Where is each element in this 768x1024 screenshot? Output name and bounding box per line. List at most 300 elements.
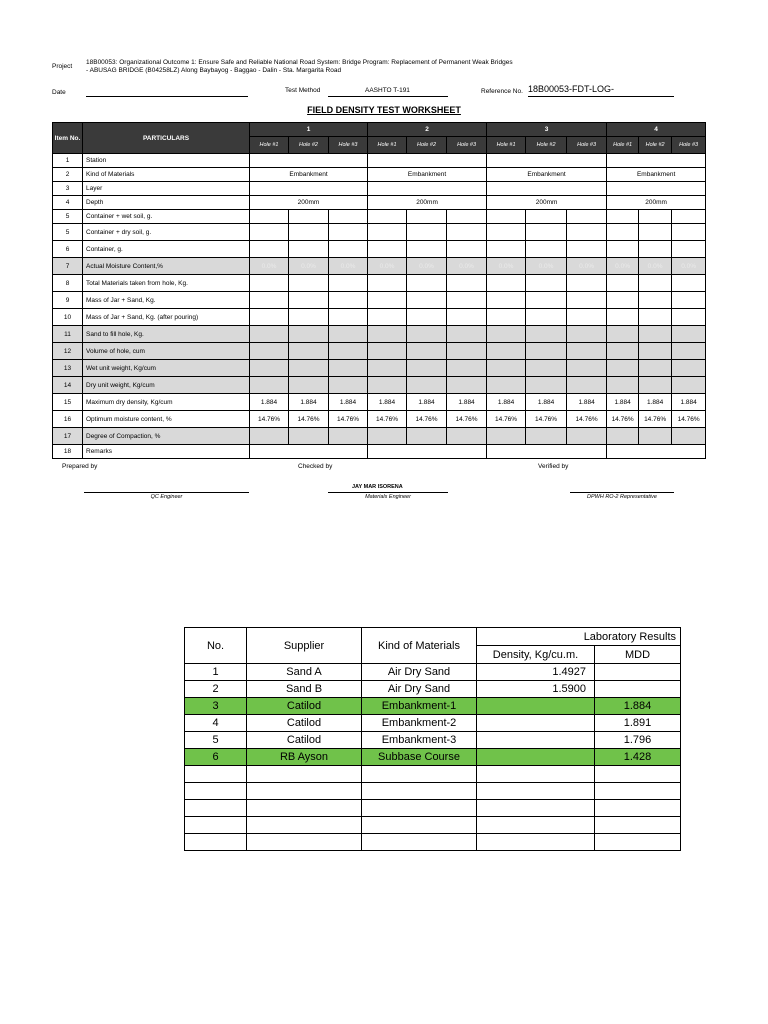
- hole-cell[interactable]: [639, 309, 672, 326]
- lab-cell-no: 4: [185, 715, 247, 732]
- lab-empty-cell[interactable]: [477, 800, 595, 817]
- hole-cell[interactable]: [407, 241, 447, 258]
- hole-cell[interactable]: [607, 275, 639, 292]
- hole-cell[interactable]: [487, 377, 526, 394]
- hole-cell[interactable]: [526, 309, 567, 326]
- hole-cell[interactable]: 14.76%: [526, 411, 567, 428]
- hole-cell[interactable]: [607, 210, 639, 224]
- hole-cell[interactable]: 14.76%: [368, 411, 407, 428]
- hole-cell[interactable]: [368, 326, 407, 343]
- hole-cell[interactable]: [368, 309, 407, 326]
- group-empty-cell[interactable]: [250, 182, 368, 196]
- hole-cell[interactable]: [487, 210, 526, 224]
- worksheet-row: [53, 258, 706, 275]
- worksheet-row: [53, 428, 706, 445]
- hole-cell[interactable]: [607, 241, 639, 258]
- hole-cell[interactable]: [368, 377, 407, 394]
- hole-cell[interactable]: [526, 428, 567, 445]
- hole-cell[interactable]: [368, 292, 407, 309]
- hole-cell[interactable]: [447, 275, 487, 292]
- hole-cell[interactable]: 0.0%: [250, 258, 289, 275]
- hole-cell[interactable]: [250, 224, 289, 241]
- row-particular: Sand to fill hole, Kg.: [83, 326, 250, 343]
- hole-cell[interactable]: [368, 210, 407, 224]
- lab-cell-mdd: 1.796: [595, 732, 681, 749]
- hole-cell[interactable]: [639, 292, 672, 309]
- group-value-cell: Embankment: [250, 168, 368, 182]
- hole-cell[interactable]: [368, 360, 407, 377]
- hole-cell[interactable]: [250, 292, 289, 309]
- lab-empty-cell[interactable]: [477, 834, 595, 851]
- hole-cell[interactable]: [407, 275, 447, 292]
- header-hole: Hole #2: [289, 137, 329, 154]
- project-line-2: - ABUSAG BRIDGE (B04258LZ) Along Baybayog - Baggao - Dalin - Sta. Margarita Road: [86, 67, 342, 74]
- hole-cell[interactable]: [407, 377, 447, 394]
- hole-cell[interactable]: [447, 377, 487, 394]
- test-method-line: [328, 96, 448, 97]
- hole-cell[interactable]: [407, 360, 447, 377]
- hole-cell[interactable]: [607, 428, 639, 445]
- hole-cell[interactable]: 14.76%: [447, 411, 487, 428]
- lab-cell-density: 1.4927: [477, 664, 595, 681]
- row-item-no: 12: [53, 343, 83, 360]
- hole-cell[interactable]: 0.0%: [487, 258, 526, 275]
- lab-empty-cell[interactable]: [477, 766, 595, 783]
- hole-cell[interactable]: [407, 292, 447, 309]
- row-item-no: 16: [53, 411, 83, 428]
- group-value-cell: Embankment: [368, 168, 487, 182]
- hole-cell[interactable]: [639, 275, 672, 292]
- hole-cell[interactable]: 14.76%: [672, 411, 706, 428]
- hole-cell[interactable]: [487, 326, 526, 343]
- hole-cell[interactable]: [607, 326, 639, 343]
- test-method-value: AASHTO T-191: [365, 87, 410, 94]
- row-particular: Volume of hole, cum: [83, 343, 250, 360]
- worksheet-row: [53, 154, 706, 168]
- hole-cell[interactable]: [672, 309, 706, 326]
- hole-cell[interactable]: [567, 326, 607, 343]
- hole-cell[interactable]: [672, 210, 706, 224]
- group-value-cell: 200mm: [487, 196, 607, 210]
- hole-cell[interactable]: 1.884: [407, 394, 447, 411]
- hole-cell[interactable]: 0.0%: [639, 258, 672, 275]
- hole-cell[interactable]: [250, 210, 289, 224]
- row-item-no: 18: [53, 445, 83, 459]
- group-empty-cell[interactable]: [368, 445, 487, 459]
- row-item-no: 11: [53, 326, 83, 343]
- hole-cell[interactable]: [289, 360, 329, 377]
- worksheet-row: [53, 168, 706, 182]
- hole-cell[interactable]: [329, 326, 368, 343]
- worksheet-row: [53, 411, 706, 428]
- lab-cell-mdd: [595, 664, 681, 681]
- hole-cell[interactable]: [329, 360, 368, 377]
- hole-cell[interactable]: 1.884: [250, 394, 289, 411]
- hole-cell[interactable]: [407, 326, 447, 343]
- hole-cell[interactable]: [672, 428, 706, 445]
- header-particulars: PARTICULARS: [83, 123, 250, 154]
- hole-cell[interactable]: [250, 428, 289, 445]
- hole-cell[interactable]: [607, 292, 639, 309]
- header-hole: Hole #2: [526, 137, 567, 154]
- hole-cell[interactable]: [447, 309, 487, 326]
- hole-cell[interactable]: [407, 343, 447, 360]
- hole-cell[interactable]: 14.76%: [567, 411, 607, 428]
- hole-cell[interactable]: [672, 326, 706, 343]
- lab-cell-supplier: Catilod: [247, 698, 362, 715]
- hole-cell[interactable]: [526, 292, 567, 309]
- hole-cell[interactable]: [487, 343, 526, 360]
- lab-empty-cell[interactable]: [185, 783, 247, 800]
- hole-cell[interactable]: [639, 224, 672, 241]
- hole-cell[interactable]: 1.884: [368, 394, 407, 411]
- row-item-no: 15: [53, 394, 83, 411]
- hole-cell[interactable]: [368, 343, 407, 360]
- project-label: Project: [52, 63, 73, 70]
- hole-cell[interactable]: [567, 309, 607, 326]
- hole-cell[interactable]: [447, 343, 487, 360]
- hole-cell[interactable]: [329, 377, 368, 394]
- hole-cell[interactable]: [329, 343, 368, 360]
- lab-empty-cell[interactable]: [595, 800, 681, 817]
- hole-cell[interactable]: [329, 241, 368, 258]
- hole-cell[interactable]: [447, 326, 487, 343]
- group-value-cell: Embankment: [607, 168, 706, 182]
- worksheet-row: [53, 182, 706, 196]
- hole-cell[interactable]: [526, 210, 567, 224]
- row-particular: Wet unit weight, Kg/cum: [83, 360, 250, 377]
- row-particular: Station: [83, 154, 250, 168]
- lab-cell-density: 1.5900: [477, 681, 595, 698]
- hole-cell[interactable]: [329, 224, 368, 241]
- hole-cell[interactable]: 1.884: [487, 394, 526, 411]
- hole-cell[interactable]: 1.884: [639, 394, 672, 411]
- hole-cell[interactable]: [487, 292, 526, 309]
- hole-cell[interactable]: [672, 241, 706, 258]
- lab-cell-mdd: 1.428: [595, 749, 681, 766]
- lab-cell-mdd: 1.884: [595, 698, 681, 715]
- hole-cell[interactable]: [368, 428, 407, 445]
- worksheet-row: [53, 394, 706, 411]
- header-hole: Hole #3: [672, 137, 706, 154]
- lab-empty-cell[interactable]: [362, 783, 477, 800]
- hole-cell[interactable]: [526, 377, 567, 394]
- lab-empty-cell[interactable]: [185, 766, 247, 783]
- header-hole: Hole #3: [329, 137, 368, 154]
- lab-empty-cell[interactable]: [247, 766, 362, 783]
- hole-cell[interactable]: [526, 275, 567, 292]
- hole-cell[interactable]: [289, 309, 329, 326]
- hole-cell[interactable]: [639, 326, 672, 343]
- hole-cell[interactable]: [447, 241, 487, 258]
- lab-empty-cell[interactable]: [362, 834, 477, 851]
- hole-cell[interactable]: 0.0%: [526, 258, 567, 275]
- hole-cell[interactable]: [329, 210, 368, 224]
- hole-cell[interactable]: [368, 275, 407, 292]
- hole-cell[interactable]: [329, 275, 368, 292]
- hole-cell[interactable]: [526, 326, 567, 343]
- hole-cell[interactable]: [407, 210, 447, 224]
- lab-empty-cell[interactable]: [362, 800, 477, 817]
- row-item-no: 14: [53, 377, 83, 394]
- group-value-cell: 200mm: [607, 196, 706, 210]
- lab-empty-row: [185, 800, 681, 817]
- hole-cell[interactable]: [289, 292, 329, 309]
- row-item-no: 9: [53, 292, 83, 309]
- lab-empty-cell[interactable]: [185, 800, 247, 817]
- group-empty-cell[interactable]: [250, 445, 368, 459]
- prepared-signature-line: [84, 492, 249, 493]
- lab-cell-kind: Embankment-3: [362, 732, 477, 749]
- hole-cell[interactable]: [487, 309, 526, 326]
- group-empty-cell[interactable]: [487, 182, 607, 196]
- hole-cell[interactable]: [567, 224, 607, 241]
- hole-cell[interactable]: 1.884: [526, 394, 567, 411]
- lab-empty-cell[interactable]: [362, 766, 477, 783]
- hole-cell[interactable]: 0.0%: [407, 258, 447, 275]
- worksheet-row: [53, 210, 706, 224]
- lab-cell-supplier: RB Ayson: [247, 749, 362, 766]
- lab-empty-cell[interactable]: [247, 800, 362, 817]
- hole-cell[interactable]: 14.76%: [607, 411, 639, 428]
- row-item-no: 6: [53, 241, 83, 258]
- group-value-cell: 200mm: [250, 196, 368, 210]
- hole-cell[interactable]: [639, 377, 672, 394]
- lab-results-table: [184, 627, 681, 851]
- hole-cell[interactable]: [447, 224, 487, 241]
- hole-cell[interactable]: [289, 224, 329, 241]
- hole-cell[interactable]: [672, 292, 706, 309]
- hole-cell[interactable]: [607, 309, 639, 326]
- hole-cell[interactable]: [672, 360, 706, 377]
- hole-cell[interactable]: 1.884: [447, 394, 487, 411]
- date-field-line: [86, 96, 248, 97]
- worksheet-row: [53, 343, 706, 360]
- reference-line: [528, 96, 674, 97]
- hole-cell[interactable]: 0.0%: [368, 258, 407, 275]
- hole-cell[interactable]: [407, 309, 447, 326]
- hole-cell[interactable]: 14.76%: [639, 411, 672, 428]
- hole-cell[interactable]: [250, 241, 289, 258]
- hole-cell[interactable]: [447, 428, 487, 445]
- worksheet-row: [53, 196, 706, 210]
- row-particular: Maximum dry density, Kg/cum: [83, 394, 250, 411]
- lab-cell-kind: Embankment-2: [362, 715, 477, 732]
- row-item-no: 7: [53, 258, 83, 275]
- hole-cell[interactable]: [250, 343, 289, 360]
- hole-cell[interactable]: [526, 343, 567, 360]
- header-group-1: 1: [250, 123, 368, 137]
- lab-empty-cell[interactable]: [362, 817, 477, 834]
- hole-cell[interactable]: [368, 241, 407, 258]
- date-label: Date: [52, 89, 66, 96]
- row-particular: Layer: [83, 182, 250, 196]
- lab-empty-row: [185, 817, 681, 834]
- worksheet-row: [53, 224, 706, 241]
- hole-cell[interactable]: 0.0%: [567, 258, 607, 275]
- hole-cell[interactable]: [447, 292, 487, 309]
- hole-cell[interactable]: [567, 275, 607, 292]
- hole-cell[interactable]: [487, 360, 526, 377]
- row-particular: Dry unit weight, Kg/cum: [83, 377, 250, 394]
- worksheet-row: [53, 377, 706, 394]
- hole-cell[interactable]: [289, 343, 329, 360]
- lab-empty-cell[interactable]: [595, 783, 681, 800]
- lab-header-mdd: MDD: [595, 646, 681, 664]
- hole-cell[interactable]: [368, 224, 407, 241]
- hole-cell[interactable]: [567, 292, 607, 309]
- row-item-no: 13: [53, 360, 83, 377]
- hole-cell[interactable]: [329, 309, 368, 326]
- lab-cell-mdd: 1.891: [595, 715, 681, 732]
- hole-cell[interactable]: [289, 241, 329, 258]
- hole-cell[interactable]: [639, 241, 672, 258]
- hole-cell[interactable]: [639, 360, 672, 377]
- lab-empty-cell[interactable]: [477, 783, 595, 800]
- hole-cell[interactable]: 1.884: [567, 394, 607, 411]
- row-particular: Mass of Jar + Sand, Kg.: [83, 292, 250, 309]
- hole-cell[interactable]: [329, 292, 368, 309]
- hole-cell[interactable]: 0.0%: [672, 258, 706, 275]
- hole-cell[interactable]: [672, 224, 706, 241]
- worksheet-row: [53, 309, 706, 326]
- group-empty-cell[interactable]: [487, 154, 607, 168]
- lab-empty-cell[interactable]: [247, 834, 362, 851]
- hole-cell[interactable]: [289, 428, 329, 445]
- lab-cell-density: [477, 749, 595, 766]
- hole-cell[interactable]: [487, 224, 526, 241]
- hole-cell[interactable]: [567, 428, 607, 445]
- row-particular: Actual Moisture Content,%: [83, 258, 250, 275]
- hole-cell[interactable]: [487, 428, 526, 445]
- lab-empty-cell[interactable]: [595, 817, 681, 834]
- hole-cell[interactable]: 1.884: [289, 394, 329, 411]
- hole-cell[interactable]: [672, 343, 706, 360]
- hole-cell[interactable]: [250, 360, 289, 377]
- hole-cell[interactable]: 14.76%: [329, 411, 368, 428]
- hole-cell[interactable]: 0.0%: [329, 258, 368, 275]
- lab-empty-cell[interactable]: [185, 834, 247, 851]
- hole-cell[interactable]: 0.0%: [447, 258, 487, 275]
- hole-cell[interactable]: [289, 377, 329, 394]
- hole-cell[interactable]: [250, 309, 289, 326]
- row-item-no: 10: [53, 309, 83, 326]
- lab-row: [185, 698, 681, 715]
- hole-cell[interactable]: 0.0%: [607, 258, 639, 275]
- worksheet-row: [53, 275, 706, 292]
- lab-empty-cell[interactable]: [477, 817, 595, 834]
- hole-cell[interactable]: [672, 275, 706, 292]
- row-item-no: 8: [53, 275, 83, 292]
- hole-cell[interactable]: [407, 428, 447, 445]
- hole-cell[interactable]: [607, 343, 639, 360]
- hole-cell[interactable]: [289, 210, 329, 224]
- hole-cell[interactable]: [672, 377, 706, 394]
- hole-cell[interactable]: [639, 428, 672, 445]
- hole-cell[interactable]: [447, 210, 487, 224]
- hole-cell[interactable]: 1.884: [607, 394, 639, 411]
- prepared-by-label: Prepared by: [62, 463, 98, 470]
- test-method-label: Test Method: [285, 87, 321, 94]
- hole-cell[interactable]: [567, 377, 607, 394]
- row-item-no: 3: [53, 182, 83, 196]
- row-item-no: 4: [53, 196, 83, 210]
- hole-cell[interactable]: [487, 275, 526, 292]
- lab-header-no: No.: [185, 628, 247, 664]
- group-value-cell: Embankment: [487, 168, 607, 182]
- group-empty-cell[interactable]: [368, 154, 487, 168]
- field-density-table: [52, 122, 706, 459]
- row-item-no: 2: [53, 168, 83, 182]
- hole-cell[interactable]: 14.76%: [289, 411, 329, 428]
- lab-header-kind: Kind of Materials: [362, 628, 477, 664]
- row-particular: Kind of Materials: [83, 168, 250, 182]
- hole-cell[interactable]: [526, 360, 567, 377]
- hole-cell[interactable]: 14.76%: [250, 411, 289, 428]
- lab-empty-cell[interactable]: [185, 817, 247, 834]
- hole-cell[interactable]: [250, 377, 289, 394]
- hole-cell[interactable]: [447, 360, 487, 377]
- group-empty-cell[interactable]: [487, 445, 607, 459]
- lab-empty-cell[interactable]: [595, 834, 681, 851]
- row-particular: Mass of Jar + Sand, Kg. (after pouring): [83, 309, 250, 326]
- header-group-2: 2: [368, 123, 487, 137]
- hole-cell[interactable]: [487, 241, 526, 258]
- reference-value: 18B00053-FDT-LOG-: [528, 84, 615, 94]
- hole-cell[interactable]: [567, 343, 607, 360]
- group-empty-cell[interactable]: [607, 182, 706, 196]
- hole-cell[interactable]: [567, 210, 607, 224]
- verified-by-label: Verified by: [538, 463, 569, 470]
- group-empty-cell[interactable]: [607, 154, 706, 168]
- row-particular: Container, g.: [83, 241, 250, 258]
- hole-cell[interactable]: [526, 241, 567, 258]
- hole-cell[interactable]: [407, 224, 447, 241]
- group-empty-cell[interactable]: [368, 182, 487, 196]
- hole-cell[interactable]: [607, 360, 639, 377]
- hole-cell[interactable]: [639, 343, 672, 360]
- lab-empty-cell[interactable]: [247, 783, 362, 800]
- group-value-cell: 200mm: [368, 196, 487, 210]
- row-item-no: 1: [53, 154, 83, 168]
- hole-cell[interactable]: [607, 224, 639, 241]
- header-group-3: 3: [487, 123, 607, 137]
- hole-cell[interactable]: [329, 428, 368, 445]
- lab-empty-cell[interactable]: [247, 817, 362, 834]
- hole-cell[interactable]: [567, 360, 607, 377]
- lab-header-results: Laboratory Results: [477, 628, 681, 646]
- hole-cell[interactable]: 1.884: [329, 394, 368, 411]
- lab-empty-cell[interactable]: [595, 766, 681, 783]
- lab-cell-no: 6: [185, 749, 247, 766]
- hole-cell[interactable]: [289, 275, 329, 292]
- checked-by-name: JAY MAR ISORENA: [352, 484, 403, 490]
- group-empty-cell[interactable]: [607, 445, 706, 459]
- hole-cell[interactable]: [250, 275, 289, 292]
- hole-cell[interactable]: 0.0%: [289, 258, 329, 275]
- row-item-no: 5: [53, 210, 83, 224]
- group-empty-cell[interactable]: [250, 154, 368, 168]
- hole-cell[interactable]: [639, 210, 672, 224]
- hole-cell[interactable]: 14.76%: [407, 411, 447, 428]
- hole-cell[interactable]: 14.76%: [487, 411, 526, 428]
- hole-cell[interactable]: [526, 224, 567, 241]
- hole-cell[interactable]: 1.884: [672, 394, 706, 411]
- hole-cell[interactable]: [567, 241, 607, 258]
- hole-cell[interactable]: [607, 377, 639, 394]
- hole-cell[interactable]: [250, 326, 289, 343]
- hole-cell[interactable]: [289, 326, 329, 343]
